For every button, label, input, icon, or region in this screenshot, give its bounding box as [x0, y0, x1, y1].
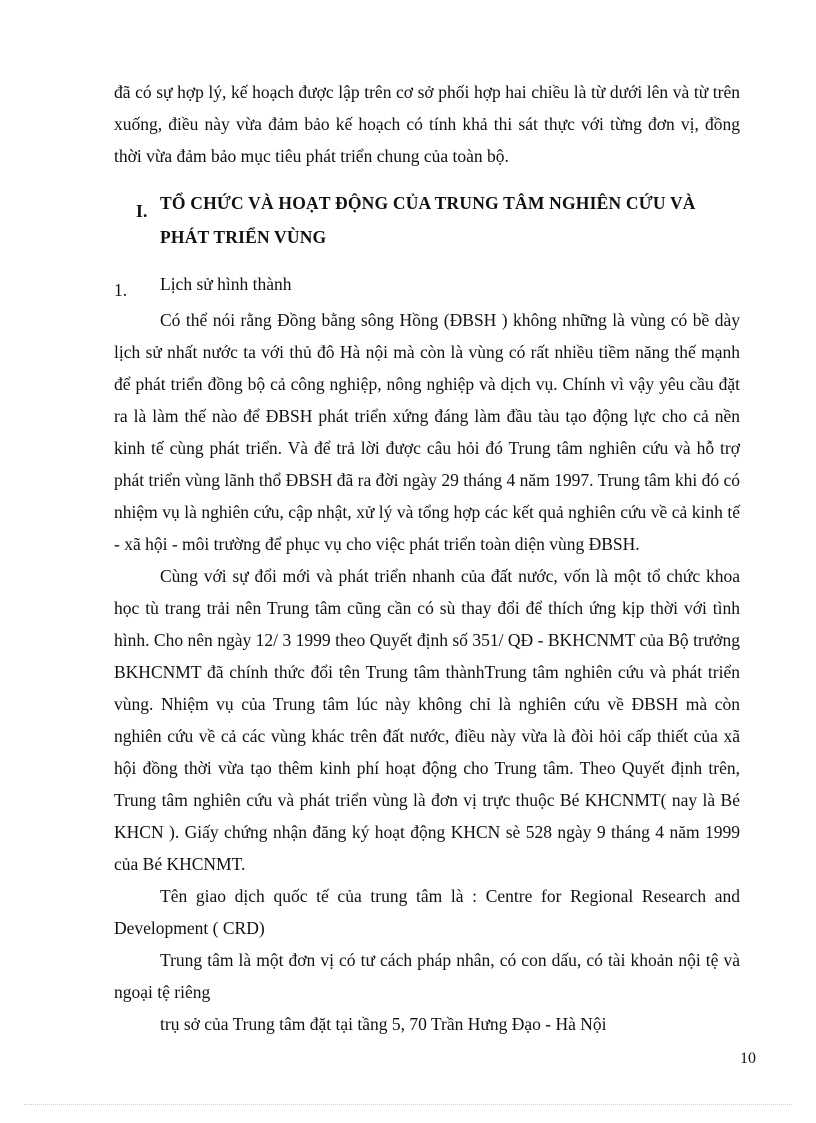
section-title: TỔ CHỨC VÀ HOẠT ĐỘNG CỦA TRUNG TÂM NGHIÊN CỨU VÀ PHÁT TRIỂN VÙNG: [160, 193, 696, 247]
paragraph-renaming: Cùng với sự đổi mới và phát triển nhanh của đất nước, vốn là một tổ chức khoa học tù trang trải nên Trung tâm cũng cần có sù thay đổi để thích ứng kịp thời với tình hình. Cho nên ngày 12/ 3 1999 theo Quyết định số 351/ QĐ - BKHCNMT của Bộ trưởng BKHCNMT đã chính thức đổi tên Trung tâm thànhTrung tâm nghiên cứu và phát triển vùng. Nhiệm vụ của Trung tâm lúc này không chỉ là nghiên cứu về ĐBSH mà còn nghiên cứu về cả các vùng khác trên đất nước, điều này vừa là đòi hỏi cấp thiết của xã hội đồng thời vừa tạo thêm kinh phí hoạt động cho Trung tâm. Theo Quyết định trên, Trung tâm nghiên cứu và phát triển vùng là đơn vị trực thuộc Bé KHCNMT( nay là Bé KHCN ). Giấy chứng nhận đăng ký hoạt động KHCN sè 528 ngày 9 tháng 4 năm 1999 của Bé KHCNMT.: [114, 566, 740, 874]
page-number: 10: [740, 1050, 756, 1067]
section-heading-1: [114, 186, 740, 254]
subsection-heading-1: [114, 268, 740, 300]
subsection-number: 1.: [114, 280, 128, 300]
page-content: [114, 76, 740, 1040]
paragraph-intro-continuation: đã có sự hợp lý, kế hoạch được lập trên cơ sở phối hợp hai chiều là từ dưới lên và từ trên xuống, điều này vừa đảm bảo kế hoạch có tính khả thi sát thực với từng đơn vị, đồng thời vừa đảm bảo mục tiêu phát triển chung của toàn bộ.: [114, 82, 740, 166]
footer-divider: [24, 1104, 792, 1105]
subsection-title: Lịch sử hình thành: [160, 274, 292, 294]
paragraph-headquarters: trụ sở của Trung tâm đặt tại tầng 5, 70 Trần Hưng Đạo - Hà Nội: [160, 1014, 607, 1034]
paragraph-international-name: Tên giao dịch quốc tế của trung tâm là : Centre for Regional Research and Development ( CRD): [114, 886, 740, 938]
section-number: I.: [136, 201, 148, 221]
paragraph-history: Có thể nói rằng Đồng bằng sông Hồng (ĐBSH ) không những là vùng có bề dày lịch sử nhất nước ta với thủ đô Hà nội mà còn là vùng có rất nhiều tiềm năng thế mạnh để phát triển đồng bộ cả công nghiệp, nông nghiệp và dịch vụ. Chính vì vậy yêu cầu đặt ra là làm thế nào để ĐBSH phát triển xứng đáng làm đầu tàu tạo động lực cho cả nền kinh tế cùng phát triển. Và để trả lời được câu hỏi đó Trung tâm nghiên cứu và hỗ trợ phát triển vùng lãnh thổ ĐBSH đã ra đời ngày 29 tháng 4 năm 1997. Trung tâm khi đó có nhiệm vụ là nghiên cứu, cập nhật, xử lý và tổng hợp các kết quả nghiên cứu về cả kinh tế - xã hội - môi trường để phục vụ cho việc phát triển toàn diện vùng ĐBSH.: [114, 310, 740, 554]
paragraph-legal-status: Trung tâm là một đơn vị có tư cách pháp nhân, có con dấu, có tài khoản nội tệ và ngoại tệ riêng: [114, 950, 740, 1002]
